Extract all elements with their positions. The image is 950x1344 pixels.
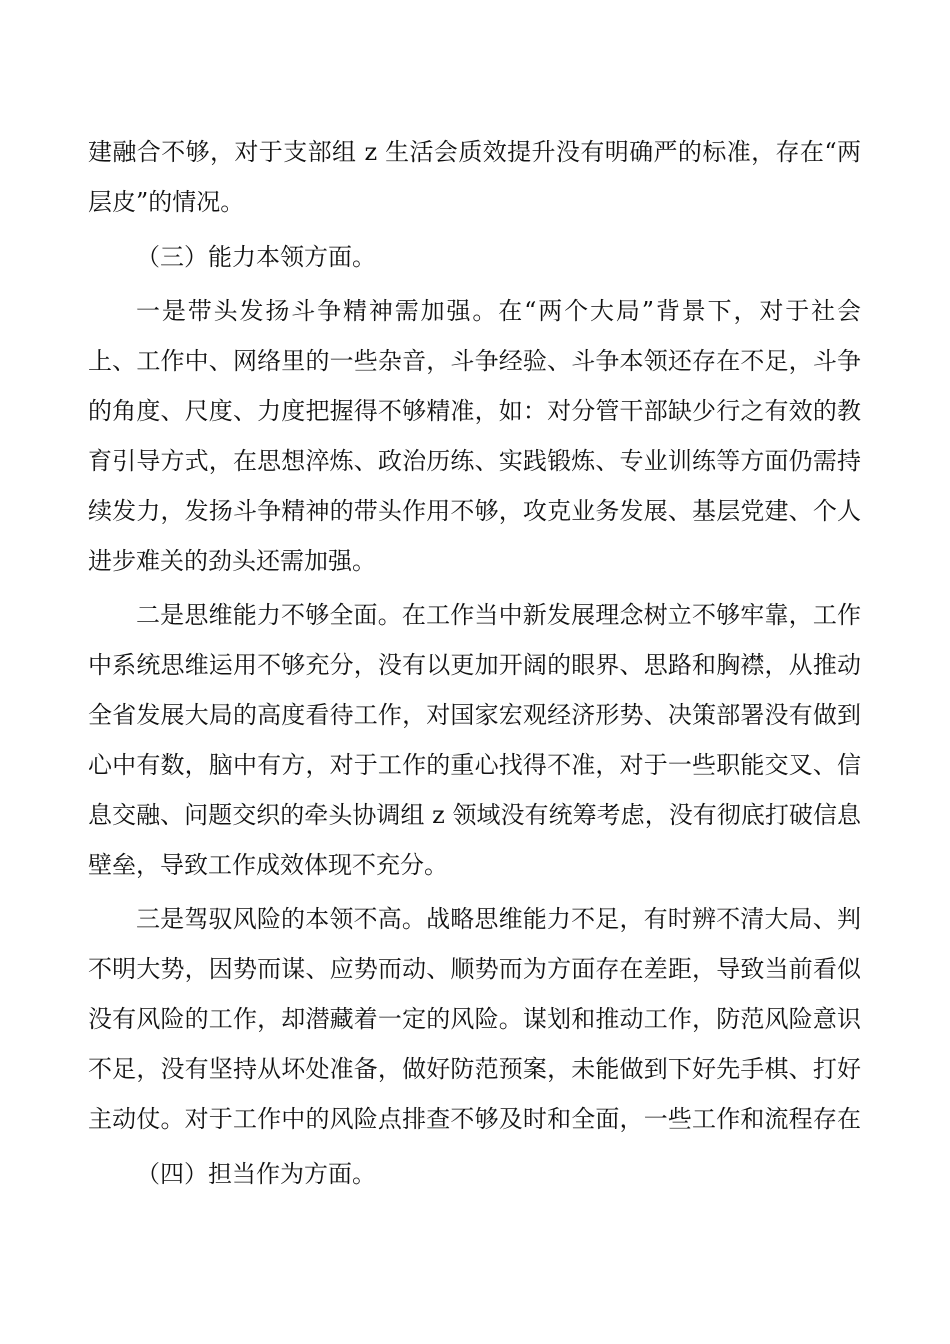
text-line: 主动仗。对于工作中的风险点排查不够及时和全面，一些工作和流程存在 — [88, 1105, 861, 1133]
text-line: 三是驾驭风险的本领不高。战略思维能力不足，有时辨不清大局、判 — [136, 905, 861, 933]
text-line: 不明大势，因势而谋、应势而动、顺势而为方面存在差距，导致当前看似 — [88, 955, 861, 983]
text-line: 层皮”的情况。 — [88, 188, 245, 216]
text-line: 没有风险的工作，却潜藏着一定的风险。谋划和推动工作，防范风险意识 — [88, 1005, 861, 1033]
text-line: 进步难关的劲头还需加强。 — [88, 547, 376, 575]
text-line: 不足，没有坚持从坏处准备，做好防范预案，未能做到下好先手棋、打好 — [88, 1055, 861, 1083]
text-line: 二是思维能力不够全面。在工作当中新发展理念树立不够牢靠，工作 — [136, 601, 861, 629]
text-line: 中系统思维运用不够充分，没有以更加开阔的眼界、思路和胸襟，从推动 — [88, 651, 861, 679]
text-line: 建融合不够，对于支部组 z 生活会质效提升没有明确严的标准，存在“两 — [88, 138, 861, 166]
text-line: 续发力，发扬斗争精神的带头作用不够，攻克业务发展、基层党建、个人 — [88, 497, 861, 525]
text-line: 息交融、问题交织的牵头协调组 z 领域没有统筹考虑，没有彻底打破信息 — [88, 801, 861, 829]
text-line: 一是带头发扬斗争精神需加强。在“两个大局”背景下，对于社会 — [136, 297, 861, 325]
text-line: 育引导方式，在思想淬炼、政治历练、实践锻炼、专业训练等方面仍需持 — [88, 447, 861, 475]
text-line: 的角度、尺度、力度把握得不够精准，如：对分管干部缺少行之有效的教 — [88, 397, 861, 425]
text-line: 壁垒，导致工作成效体现不充分。 — [88, 851, 448, 879]
section-heading: （三）能力本领方面。 — [136, 243, 376, 271]
section-heading: （四）担当作为方面。 — [136, 1160, 376, 1188]
text-line: 上、工作中、网络里的一些杂音，斗争经验、斗争本领还存在不足，斗争 — [88, 347, 861, 375]
text-line: 心中有数，脑中有方，对于工作的重心找得不准，对于一些职能交叉、信 — [88, 751, 861, 779]
text-line: 全省发展大局的高度看待工作，对国家宏观经济形势、决策部署没有做到 — [88, 701, 861, 729]
